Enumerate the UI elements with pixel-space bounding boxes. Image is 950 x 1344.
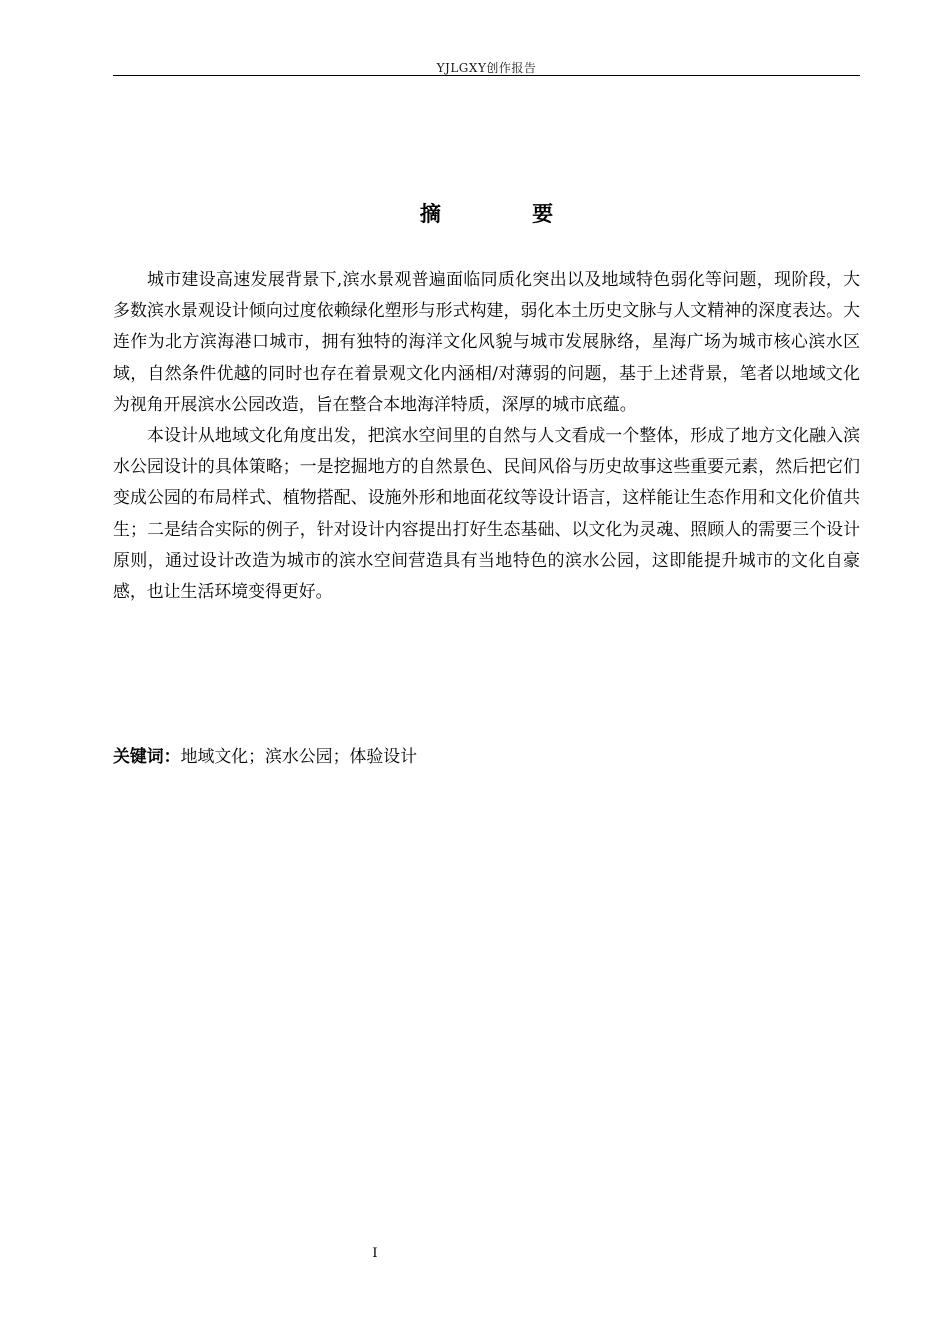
keywords-value: 地域文化；滨水公园；体验设计 [180,746,418,766]
keywords-line [113,742,860,770]
abstract-body [113,264,860,607]
page-number: I [372,1246,378,1261]
running-header: YJLGXY创作报告 [436,61,537,75]
keywords-label: 关键词： [113,746,181,766]
abstract-paragraph-1: 城市建设高速发展背景下,滨水景观普遍面临同质化突出以及地域特色弱化等问题，现阶段，大多数滨水景观设计倾向过度依赖绿化塑形与形式构建，弱化本土历史文脉与人文精神的深度表达。大连作为北方滨海港口城市，拥有独特的海洋文化风貌与城市发展脉络，星海广场为城市核心滨水区域，自然条件优越的同时也存在着景观文化内涵相/对薄弱的问题，基于上述背景，笔者以地域文化为视角开展滨水公园改造，旨在整合本地海洋特质，深厚的城市底蕴。 [113,269,860,414]
abstract-title: 摘 要 [419,202,596,226]
abstract-paragraph-2: 本设计从地域文化角度出发，把滨水空间里的自然与人文看成一个整体，形成了地方文化融入滨水公园设计的具体策略；一是挖掘地方的自然景色、民间风俗与历史故事这些重要元素，然后把它们变成公园的布局样式、植物搭配、设施外形和地面花纹等设计语言，这样能让生态作用和文化价值共生；二是结合实际的例子，针对设计内容提出打好生态基础、以文化为灵魂、照顾人的需要三个设计原则，通过设计改造为城市的滨水空间营造具有当地特色的滨水公园，这即能提升城市的文化自豪感，也让生活环境变得更好。 [113,425,860,602]
header-divider [113,75,860,76]
